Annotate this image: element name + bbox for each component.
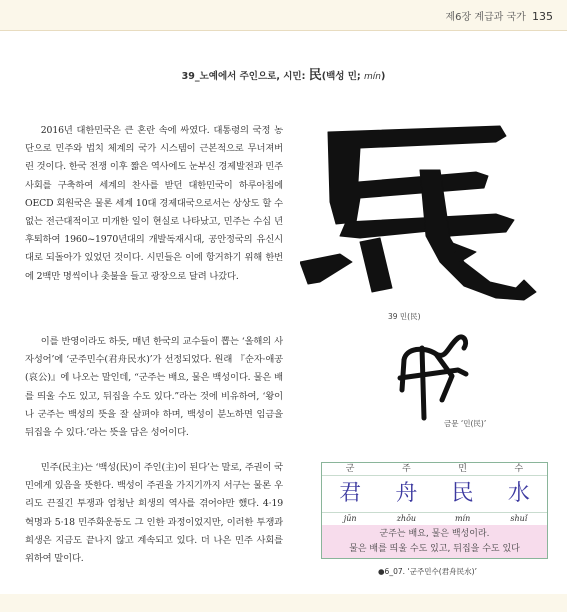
hangul-cell: 주: [402, 464, 411, 474]
header-divider: [0, 30, 567, 31]
footer-band: [0, 594, 567, 612]
paragraph-1: 2016년 대한민국은 큰 혼란 속에 싸였다. 대통령의 국정 농단으로 민주와 법치 체계의 국가 시스템이 근본적으로 무너져버린 것이다. 한국 전쟁 이후 짧은 역사에도 눈부신 경제발전과 민주사회를 구축하여 세계의 찬사를 받던 대한민국이 하루아침에 OECD 회원국은 물론 세계 10대 경제대국으로서는 상상도 할 수 없는 전근대적이고 미개한 일이 현실로 나타났고, 민주는 수십 년 후퇴하여 1960~1970년대의 개발독재시대, 공안정국의 유신시대로 되돌아가 있었던 것이다. 시민들은 이에 항거하기 위해 한번에 2백만 명씩이나 촛불을 들고 광장으로 달려 나갔다.: [25, 125, 283, 282]
meaning-line-2: 물은 배를 띄울 수도 있고, 뒤집을 수도 있다: [349, 544, 520, 554]
bronze-script-min-image: [396, 326, 476, 430]
hangul-cell: 민: [458, 464, 467, 474]
title-close: ): [381, 71, 386, 82]
running-header: [445, 8, 553, 23]
hanja-cell: 民: [451, 481, 474, 506]
romanization-cell: zhōu: [396, 514, 417, 523]
section-title: [0, 64, 567, 83]
page-number: 135: [532, 10, 553, 23]
chapter-title: 제6장 계급과 국가: [445, 12, 526, 23]
idiom-table: [321, 462, 548, 559]
small-char-caption: 금문 ‘민(民)’: [444, 419, 487, 428]
hangul-cell: 군: [345, 464, 355, 474]
romanization-cell: mín: [454, 514, 471, 523]
hanja-cell: 君: [339, 481, 362, 506]
hanja-row: [322, 476, 547, 512]
title-hanja: 民: [308, 68, 322, 83]
romanization-row: [322, 512, 547, 525]
paragraph-2: 이를 반영이라도 하듯, 매년 한국의 교수들이 뽑는 ‘올해의 사자성어’에 ‘군주민수(君舟民水)’가 선정되었다. 원래 『순자·애공(哀公)』에 나오는 말인데, “군주는 배요, 물은 백성이다. 물은 배를 띄울 수도 있고, 뒤집을 수도 있다.”라는 것에 비유하여, ‘왕이나 군주는 백성의 뜻을 잘 살펴야 하며, 백성이 분노하면 임금을 뒤집을 수 있다.’라는 뜻을 담은 성어이다.: [25, 336, 283, 439]
title-prefix: 39_노예에서 주인으로, 시민:: [181, 71, 309, 82]
seal-script-min-image: [300, 112, 545, 302]
romanization-cell: shuǐ: [510, 514, 528, 523]
hangul-row: [322, 463, 547, 476]
title-romanization: mín: [364, 72, 382, 82]
meaning-line-1: 군주는 배요, 물은 백성이라.: [379, 529, 490, 539]
hangul-cell: 수: [514, 464, 524, 474]
idiom-meaning: [322, 525, 547, 558]
big-char-caption: 39 민(民): [388, 312, 421, 321]
hanja-cell: 舟: [395, 481, 418, 506]
table-caption: ●6_07. ‘군주민수(君舟民水)’: [378, 567, 477, 576]
paragraph-3: 민주(民主)는 ‘백성(民)이 주인(主)이 된다’는 말로, 주권이 국민에게 있음을 뜻한다. 백성이 주권을 가지기까지 서구는 물론 우리도 끈질긴 투쟁과 엄청난 희생의 역사를 겪어야만 했다. 4·19 혁명과 5·18 민주화운동도 그 인한 과정이었지만, 이러한 투쟁과 희생은 지금도 끝나지 않고 계속되고 있다. 더 나은 민주 사회를 위하여 말이다.: [25, 462, 283, 565]
hanja-cell: 水: [507, 481, 530, 506]
title-suffix: (백성 민;: [321, 71, 365, 82]
romanization-cell: jūn: [343, 514, 357, 523]
